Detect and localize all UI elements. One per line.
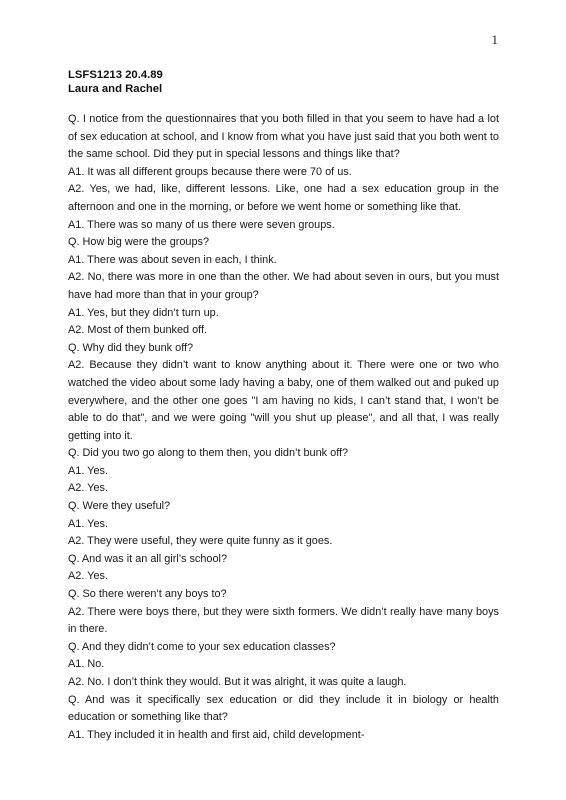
transcript-line: A1. No.	[68, 658, 105, 671]
transcript-line: Q. And was it an all girl’s school?	[68, 552, 228, 565]
transcript-line: A2. Yes, we had, like, different lessons. Like, one had a sex education group in the afternoon and one in the morning, or before we went home or something like that.	[68, 183, 499, 213]
transcript-line: A1. It was all different groups because there were 70 of us.	[68, 165, 352, 178]
page-number: 1	[491, 32, 498, 47]
interview-code: LSFS1213 20.4.89	[68, 69, 163, 81]
transcript-line: Q. Did you two go along to them then, you didn’t bunk off?	[68, 447, 349, 460]
transcript-line: A2. No. I don’t think they would. But it was alright, it was quite a laugh.	[68, 676, 407, 688]
transcript-line: Q. Were they useful?	[68, 500, 171, 513]
transcript-line: A2. No, there was more in one than the other. We had about seven in ours, but you must have had more than that in your group?	[68, 271, 499, 301]
transcript-line: Q. And they didn’t come to your sex education classes?	[68, 640, 336, 653]
transcript-line: Q. So there weren’t any boys to?	[68, 588, 227, 601]
transcript-line: A2. Because they didn’t want to know anything about it. There were one or two who watched the video about some lady having a baby, one of them walked out and puked up everywhere, and the other one goes "I am having no kids, I can’t stand that, I won’t be able to do that", and we were going "will you shut up please", and all that, I was really getting into it.	[68, 359, 499, 442]
transcript-line: A1. There was about seven in each, I think.	[68, 253, 277, 266]
transcript-line: A1. Yes.	[68, 464, 108, 477]
transcript-line: A2. Yes.	[68, 570, 108, 583]
interviewee-names: Laura and Rachel	[68, 83, 163, 95]
transcript-line: A1. They included it in health and first aid, child development-	[68, 728, 365, 741]
transcript-line: A2. They were useful, they were quite funny as it goes.	[68, 535, 333, 548]
document-header	[68, 68, 163, 96]
transcript-line: Q. Why did they bunk off?	[68, 341, 194, 354]
transcript-line: A2. Most of them bunked off.	[68, 324, 208, 337]
transcript-line: A1. Yes.	[68, 517, 108, 530]
transcript-body	[68, 111, 499, 744]
transcript-line: Q. And was it specifically sex education or did they include it in biology or health education or something like that?	[68, 693, 499, 724]
transcript-line: A2. There were boys there, but they were sixth formers. We didn’t really have many boys in there.	[68, 605, 499, 636]
transcript-line: A1. There was so many of us there were seven groups.	[68, 218, 335, 231]
transcript-line: A1. Yes, but they didn’t turn up.	[68, 306, 219, 319]
transcript-line: Q. I notice from the questionnaires that you both filled in that you seem to have had a lot of sex education at school, and I know from what you have just said that you both went to the same school. Did they put in special lessons and things like that?	[68, 113, 499, 161]
transcript-line: A2. Yes.	[68, 482, 108, 495]
transcript-line: Q. How big were the groups?	[68, 236, 210, 249]
